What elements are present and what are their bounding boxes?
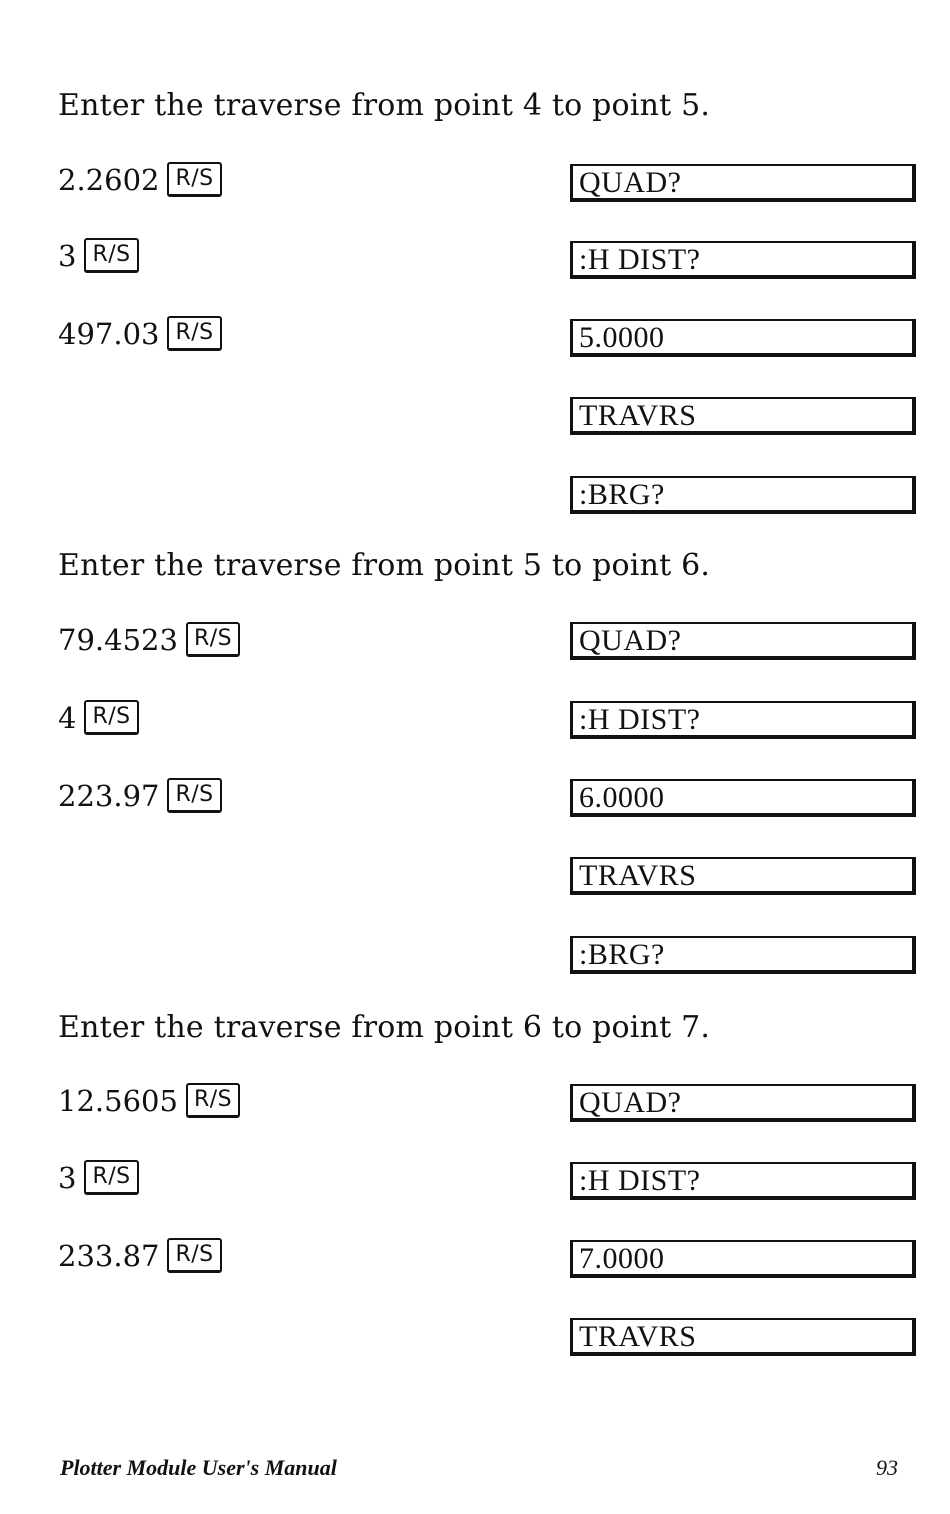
calculator-display: TRAVRS (570, 857, 916, 895)
entry-row (58, 622, 240, 657)
rs-key: R/S (186, 622, 240, 657)
entry-row (58, 778, 222, 813)
entry-row (58, 1160, 139, 1195)
entry-value: 12.5605 (58, 1083, 178, 1118)
entry-value: 79.4523 (58, 622, 178, 657)
calculator-display: TRAVRS (570, 397, 916, 435)
entry-value: 2.2602 (58, 162, 160, 197)
rs-key: R/S (167, 162, 221, 197)
calculator-display: :H DIST? (570, 241, 916, 279)
rs-key: R/S (84, 1160, 138, 1195)
entry-row (58, 1238, 222, 1273)
calculator-display: QUAD? (570, 622, 916, 660)
footer-title: Plotter Module User's Manual (60, 1455, 337, 1480)
calculator-display: 5.0000 (570, 319, 916, 357)
entry-row (58, 316, 222, 351)
calculator-display: :BRG? (570, 476, 916, 514)
entry-value: 4 (58, 700, 77, 735)
entry-value: 223.97 (58, 778, 160, 813)
page-number: 93 (876, 1455, 898, 1480)
entry-value: 3 (58, 238, 77, 273)
calculator-display: :BRG? (570, 936, 916, 974)
calculator-display: QUAD? (570, 1084, 916, 1122)
section-2-intro: Enter the traverse from point 5 to point 6. (58, 548, 711, 583)
entry-row (58, 238, 139, 273)
rs-key: R/S (84, 238, 138, 273)
entry-row (58, 700, 139, 735)
rs-key: R/S (84, 700, 138, 735)
section-3-intro: Enter the traverse from point 6 to point 7. (58, 1010, 711, 1045)
entry-value: 233.87 (58, 1238, 160, 1273)
rs-key: R/S (167, 778, 221, 813)
entry-value: 3 (58, 1160, 77, 1195)
calculator-display: QUAD? (570, 164, 916, 202)
calculator-display: 6.0000 (570, 779, 916, 817)
entry-row (58, 1083, 240, 1118)
rs-key: R/S (167, 1238, 221, 1273)
section-1-intro: Enter the traverse from point 4 to point 5. (58, 88, 711, 123)
calculator-display: TRAVRS (570, 1318, 916, 1356)
entry-value: 497.03 (58, 316, 160, 351)
rs-key: R/S (186, 1083, 240, 1118)
entry-row (58, 162, 222, 197)
calculator-display: :H DIST? (570, 701, 916, 739)
calculator-display: :H DIST? (570, 1162, 916, 1200)
rs-key: R/S (167, 316, 221, 351)
calculator-display: 7.0000 (570, 1240, 916, 1278)
